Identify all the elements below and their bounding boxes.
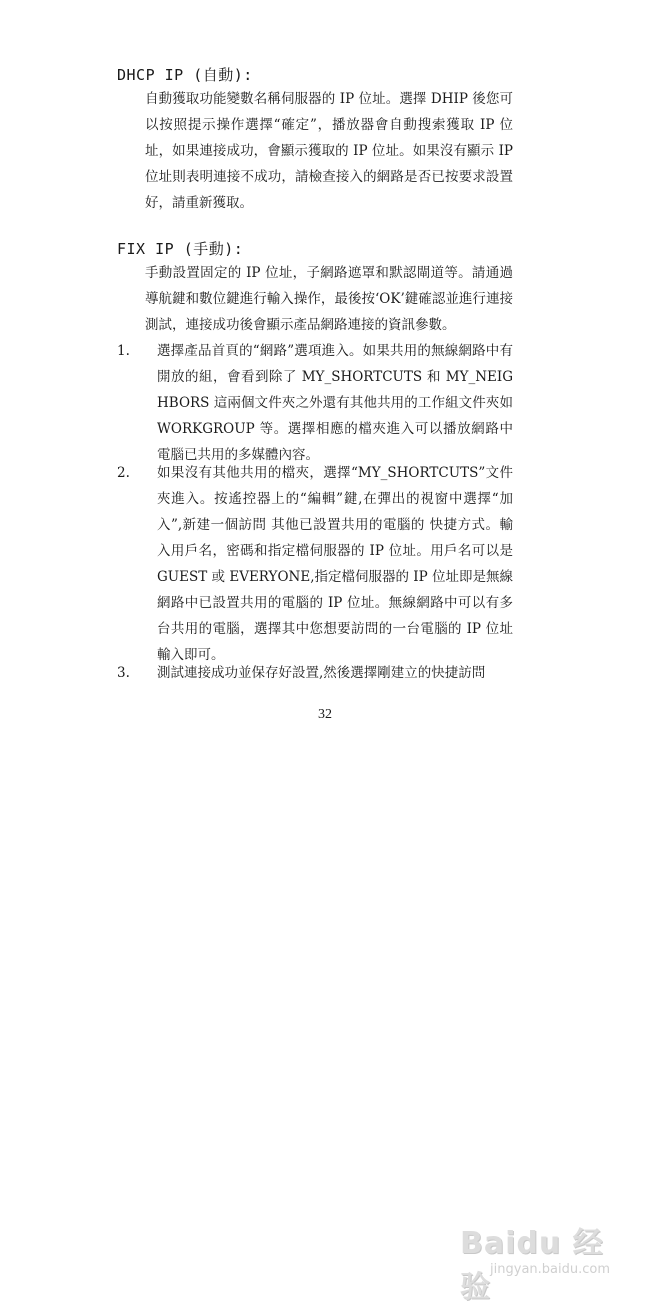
watermark [460, 1218, 610, 1305]
list-item-text: 測試連接成功並保存好設置,然後選擇剛建立的快捷訪問 [157, 665, 486, 681]
section-fixip-heading: FIX IP (手動): [117, 240, 244, 258]
list-item-number: 2. [117, 465, 130, 481]
section-dhcp-heading: DHCP IP (自動): [117, 66, 253, 84]
section-fixip-paragraph [117, 260, 513, 338]
page-number: 32 [318, 707, 332, 722]
list-item-number: 1. [117, 343, 130, 359]
list-item-text: 如果沒有其他共用的檔夾，選擇“MY_SHORTCUTS”文件夾進入。按遙控器上的“編輯”鍵,在彈出的視窗中選擇“加入”,新建一個訪問 其他已設置共用的電腦的 快捷方式。輸入用戶名，密碼和指定檔伺服器的 IP 位址。用戶名可以是 GUEST 或 EVERYONE,指定檔伺服器的 IP 位址即是無線網路中已設置共用的電腦的 IP 位址。無線網路中可以有多台共用的電腦，選擇其中您想要訪問的一台電腦的 IP 位址輸入即可。 [157, 465, 513, 663]
list-item-text: 選擇產品首頁的“網路”選項進入。如果共用的無線網路中有開放的組，會看到除了 MY_SHORTCUTS 和 MY_NEIGHBORS 這兩個文件夾之外還有其他共用的工作組文件夾如 WORKGROUP 等。選擇相應的檔夾進入可以播放網路中電腦已共用的多媒體內容。 [157, 343, 513, 463]
list-item [117, 460, 513, 668]
baidu-logo: Baidu 经验 [460, 1226, 604, 1305]
list-item-number: 3. [117, 665, 130, 681]
section-dhcp-text: 自動獲取功能變數名稱伺服器的 IP 位址。選擇 DHIP 後您可以按照提示操作選擇“確定”，播放器會自動搜索獲取 IP 位址，如果連接成功，會顯示獲取的 IP 位址。如果沒有顯示 IP 位址則表明連接不成功，請檢查接入的網路是否已按要求設置好，請重新獲取。 [145, 91, 513, 211]
watermark-url: jingyan.baidu.com [490, 1262, 610, 1277]
list-item [117, 338, 513, 468]
section-dhcp-paragraph [117, 86, 513, 216]
section-fixip-text: 手動設置固定的 IP 位址，子網路遮罩和默認閘道等。請通過導航鍵和數位鍵進行輸入操作，最後按‘OK’鍵確認並進行連接測試，連接成功後會顯示產品網路連接的資訊參數。 [145, 265, 513, 333]
list-item [117, 660, 513, 686]
